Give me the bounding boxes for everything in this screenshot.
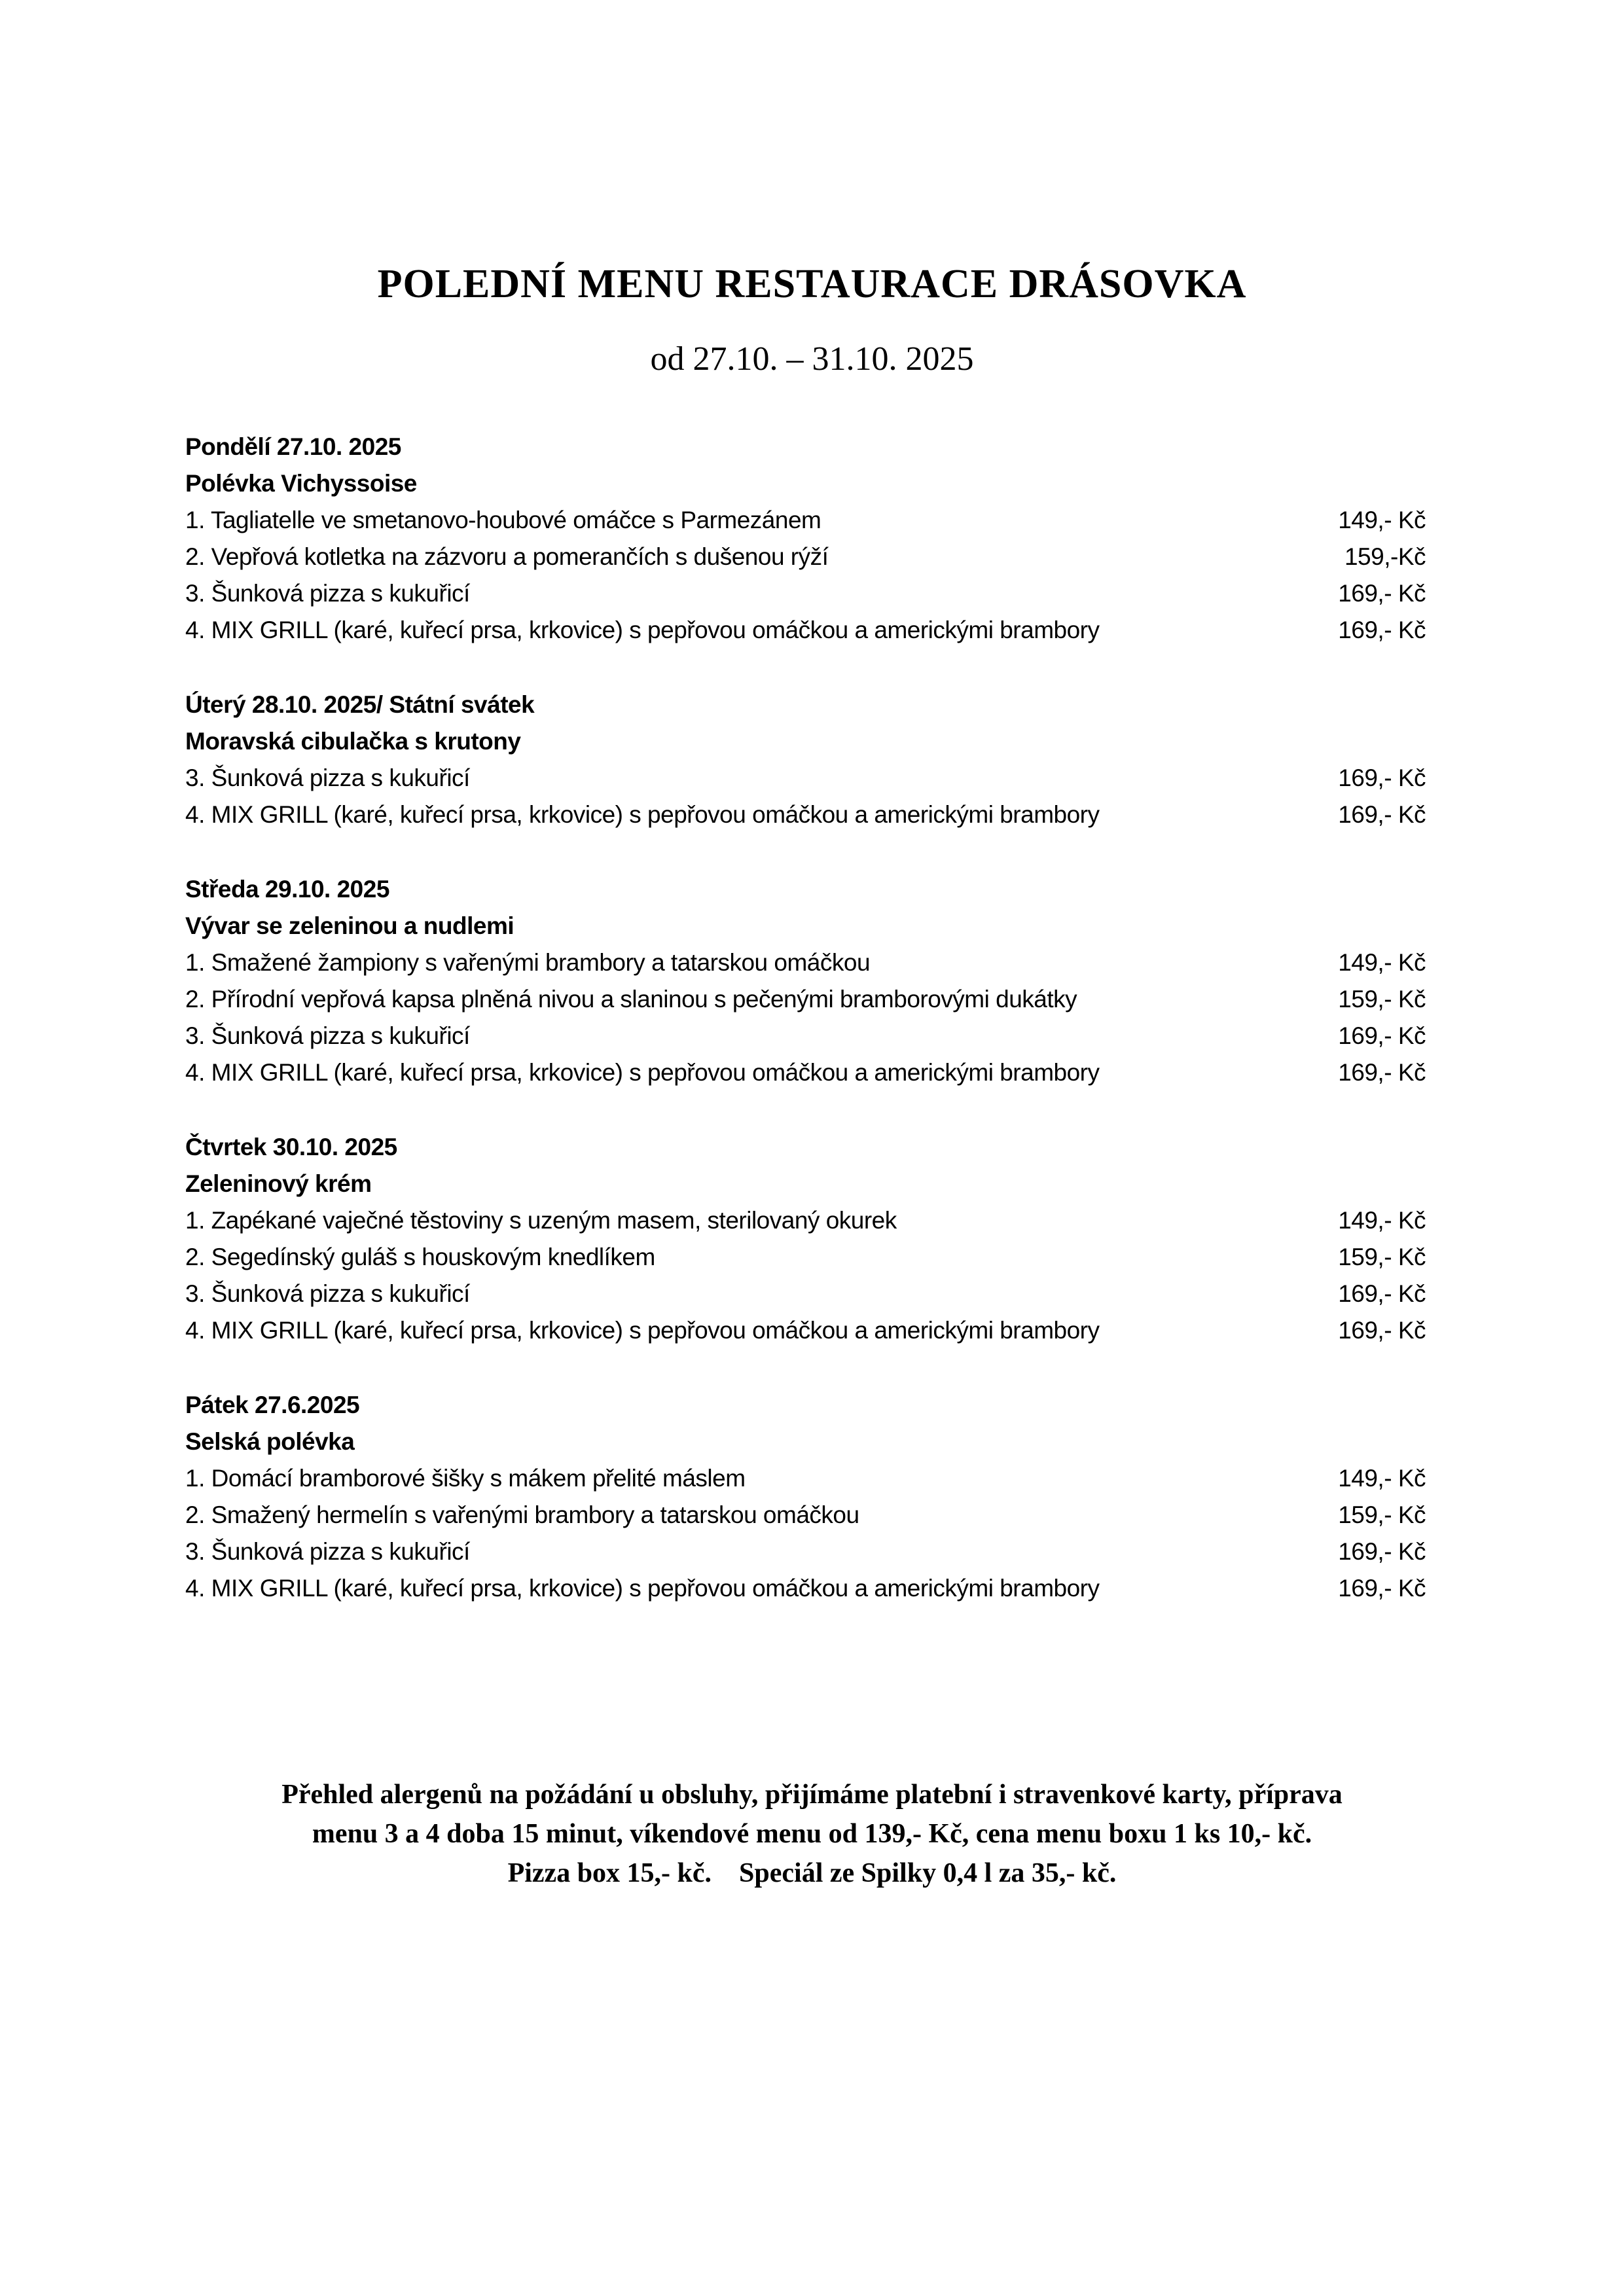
item-name: 1. Smažené žampiony s vařenými brambory a tatarskou omáčkou	[185, 949, 871, 977]
item-price: 149,- Kč	[1338, 949, 1426, 977]
soup-name: Moravská cibulačka s krutony	[185, 728, 521, 755]
menu-body	[185, 429, 1426, 1607]
day-heading: Pátek 27.6.2025	[185, 1391, 360, 1419]
item-price: 169,- Kč	[1338, 801, 1426, 829]
item-name: 3. Šunková pizza s kukuřicí	[185, 1022, 470, 1050]
item-price: 159,- Kč	[1338, 986, 1426, 1013]
footer-line-3: Pizza box 15,- kč. Speciál ze Spilky 0,4 l za 35,- kč.	[507, 1858, 1117, 1888]
day-section-wednesday	[185, 871, 1426, 1091]
footer-note	[0, 1775, 1624, 1893]
item-price: 149,- Kč	[1338, 1465, 1426, 1492]
page-subtitle: od 27.10. – 31.10. 2025	[650, 340, 974, 378]
soup-name: Selská polévka	[185, 1428, 355, 1456]
item-price: 169,- Kč	[1338, 1538, 1426, 1566]
item-name: 4. MIX GRILL (karé, kuřecí prsa, krkovice) s pepřovou omáčkou a americkými brambory	[185, 1575, 1100, 1602]
menu-item-row	[185, 981, 1426, 1018]
menu-item-row	[185, 797, 1426, 833]
item-price: 169,- Kč	[1338, 1280, 1426, 1308]
menu-item-row	[185, 1239, 1426, 1276]
menu-item-row	[185, 1312, 1426, 1349]
day-section-thursday	[185, 1129, 1426, 1349]
item-name: 3. Šunková pizza s kukuřicí	[185, 580, 470, 607]
item-name: 2. Přírodní vepřová kapsa plněná nivou a slaninou s pečenými bramborovými dukátky	[185, 986, 1077, 1013]
item-price: 169,- Kč	[1338, 1022, 1426, 1050]
footer-line-1: Přehled alergenů na požádání u obsluhy, přijímáme platební i stravenkové karty, příprava	[281, 1780, 1343, 1810]
item-name: 1. Domácí bramborové šišky s mákem přelité máslem	[185, 1465, 746, 1492]
menu-item-row	[185, 1534, 1426, 1570]
menu-item-row	[185, 575, 1426, 612]
day-section-tuesday	[185, 687, 1426, 833]
item-price: 169,- Kč	[1338, 764, 1426, 792]
item-name: 2. Vepřová kotletka na zázvoru a pomerančích s dušenou rýží	[185, 543, 829, 571]
menu-item-row	[185, 1497, 1426, 1534]
item-name: 2. Segedínský guláš s houskovým knedlíkem	[185, 1244, 655, 1271]
item-name: 4. MIX GRILL (karé, kuřecí prsa, krkovice) s pepřovou omáčkou a americkými brambory	[185, 801, 1100, 829]
item-price: 169,- Kč	[1338, 1059, 1426, 1086]
menu-item-row	[185, 944, 1426, 981]
item-name: 1. Tagliatelle ve smetanovo-houbové omáčce s Parmezánem	[185, 507, 821, 534]
day-heading: Úterý 28.10. 2025/ Státní svátek	[185, 691, 535, 719]
menu-item-row	[185, 1570, 1426, 1607]
menu-item-row	[185, 502, 1426, 539]
menu-item-row	[185, 760, 1426, 797]
item-name: 4. MIX GRILL (karé, kuřecí prsa, krkovice) s pepřovou omáčkou a americkými brambory	[185, 617, 1100, 644]
menu-item-row	[185, 1018, 1426, 1054]
menu-item-row	[185, 1460, 1426, 1497]
item-name: 4. MIX GRILL (karé, kuřecí prsa, krkovice) s pepřovou omáčkou a americkými brambory	[185, 1317, 1100, 1344]
item-name: 1. Zapékané vaječné těstoviny s uzeným masem, sterilovaný okurek	[185, 1207, 897, 1234]
footer-line-2: menu 3 a 4 doba 15 minut, víkendové menu od 139,- Kč, cena menu boxu 1 ks 10,- kč.	[312, 1819, 1312, 1849]
item-price: 169,- Kč	[1338, 580, 1426, 607]
day-heading: Pondělí 27.10. 2025	[185, 433, 401, 461]
item-price: 159,- Kč	[1338, 1501, 1426, 1529]
soup-name: Vývar se zeleninou a nudlemi	[185, 912, 514, 940]
item-name: 3. Šunková pizza s kukuřicí	[185, 1280, 470, 1308]
item-name: 3. Šunková pizza s kukuřicí	[185, 1538, 470, 1566]
menu-item-row	[185, 1054, 1426, 1091]
day-heading: Čtvrtek 30.10. 2025	[185, 1134, 397, 1161]
item-name: 4. MIX GRILL (karé, kuřecí prsa, krkovice) s pepřovou omáčkou a americkými brambory	[185, 1059, 1100, 1086]
menu-item-row	[185, 1202, 1426, 1239]
menu-item-row	[185, 539, 1426, 575]
item-price: 169,- Kč	[1338, 1317, 1426, 1344]
item-price: 159,-Kč	[1344, 543, 1426, 571]
soup-name: Zeleninový krém	[185, 1170, 372, 1198]
item-price: 169,- Kč	[1338, 1575, 1426, 1602]
soup-name: Polévka Vichyssoise	[185, 470, 417, 497]
item-price: 149,- Kč	[1338, 507, 1426, 534]
menu-item-row	[185, 1276, 1426, 1312]
item-name: 3. Šunková pizza s kukuřicí	[185, 764, 470, 792]
item-name: 2. Smažený hermelín s vařenými brambory a tatarskou omáčkou	[185, 1501, 859, 1529]
item-price: 149,- Kč	[1338, 1207, 1426, 1234]
day-section-monday	[185, 429, 1426, 649]
item-price: 169,- Kč	[1338, 617, 1426, 644]
day-heading: Středa 29.10. 2025	[185, 876, 389, 903]
item-price: 159,- Kč	[1338, 1244, 1426, 1271]
menu-item-row	[185, 612, 1426, 649]
day-section-friday	[185, 1387, 1426, 1607]
page-title: POLEDNÍ MENU RESTAURACE DRÁSOVKA	[377, 262, 1247, 306]
